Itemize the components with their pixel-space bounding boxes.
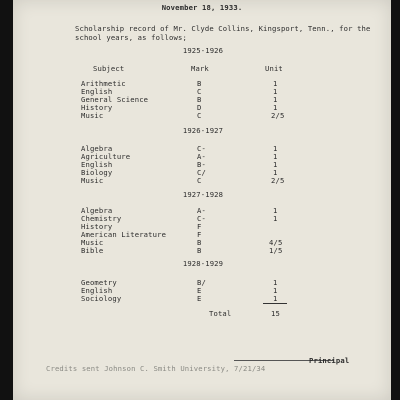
subject-cell: Music (81, 111, 104, 120)
mark-cell: B (197, 246, 202, 255)
unit-cell: 1/5 (269, 246, 283, 255)
year-label: 1928-1929 (182, 259, 224, 268)
unit-cell: 2/5 (271, 176, 285, 185)
subject-cell: Chemistry (81, 214, 122, 223)
unit-cell: 1 (273, 87, 278, 96)
subject-cell: Geometry (81, 278, 117, 287)
unit-cell: 1 (273, 214, 278, 223)
mark-cell: F (197, 230, 202, 239)
subject-cell: American Literature (81, 230, 167, 239)
mark-cell: B (197, 238, 202, 247)
mark-cell: E (197, 294, 202, 303)
subject-cell: Arithmetic (81, 79, 126, 88)
unit-cell: 4/5 (269, 238, 283, 247)
mark-cell: B/ (197, 278, 206, 287)
unit-cell: 2/5 (271, 111, 285, 120)
signature-label: Principal (309, 356, 350, 365)
unit-cell: 1 (273, 144, 278, 153)
mark-cell: C- (197, 214, 206, 223)
subject-cell: Bible (81, 246, 104, 255)
mark-cell: E (197, 286, 202, 295)
column-header-subject: Subject (93, 64, 125, 73)
unit-cell: 1 (273, 206, 278, 215)
unit-cell: 1 (273, 95, 278, 104)
mark-cell: B (197, 95, 202, 104)
mark-cell: A- (197, 206, 206, 215)
subject-cell: English (81, 286, 113, 295)
subject-cell: Music (81, 176, 104, 185)
unit-cell: 1 (273, 286, 278, 295)
document-date: November 18, 1933. (161, 3, 243, 12)
document-page (13, 0, 391, 400)
subject-cell: Algebra (81, 144, 113, 153)
subject-cell: History (81, 103, 113, 112)
subject-cell: English (81, 87, 113, 96)
year-label: 1926-1927 (182, 126, 224, 135)
total-underline (263, 303, 287, 304)
mark-cell: D (197, 103, 202, 112)
mark-cell: B (197, 79, 202, 88)
total-value: 15 (271, 309, 280, 318)
subject-cell: Music (81, 238, 104, 247)
subject-cell: English (81, 160, 113, 169)
mark-cell: C (197, 87, 202, 96)
unit-cell: 1 (273, 152, 278, 161)
mark-cell: A- (197, 152, 206, 161)
mark-cell: C (197, 111, 202, 120)
unit-cell: 1 (273, 168, 278, 177)
subject-cell: Algebra (81, 206, 113, 215)
unit-cell: 1 (273, 278, 278, 287)
unit-cell: 1 (273, 103, 278, 112)
unit-cell: 1 (273, 160, 278, 169)
subject-cell: Biology (81, 168, 113, 177)
mark-cell: C/ (197, 168, 206, 177)
unit-cell: 1 (273, 294, 278, 303)
subject-cell: Agriculture (81, 152, 131, 161)
intro-line-1: Scholarship record of Mr. Clyde Collins, Kingsport, Tenn., for the (75, 24, 371, 33)
mark-cell: C- (197, 144, 206, 153)
mark-cell: F (197, 222, 202, 231)
credits-note: Credits sent Johnson C. Smith University, 7/21/34 (46, 364, 266, 373)
mark-cell: C (197, 176, 202, 185)
intro-line-2: school years, as follows; (75, 33, 187, 42)
unit-cell: 1 (273, 79, 278, 88)
subject-cell: General Science (81, 95, 149, 104)
subject-cell: Sociology (81, 294, 122, 303)
year-label: 1927-1928 (182, 190, 224, 199)
subject-cell: History (81, 222, 113, 231)
year-label: 1925-1926 (182, 46, 224, 55)
mark-cell: B- (197, 160, 206, 169)
column-header-mark: Mark (191, 64, 209, 73)
column-header-unit: Unit (265, 64, 283, 73)
total-label: Total (209, 309, 232, 318)
